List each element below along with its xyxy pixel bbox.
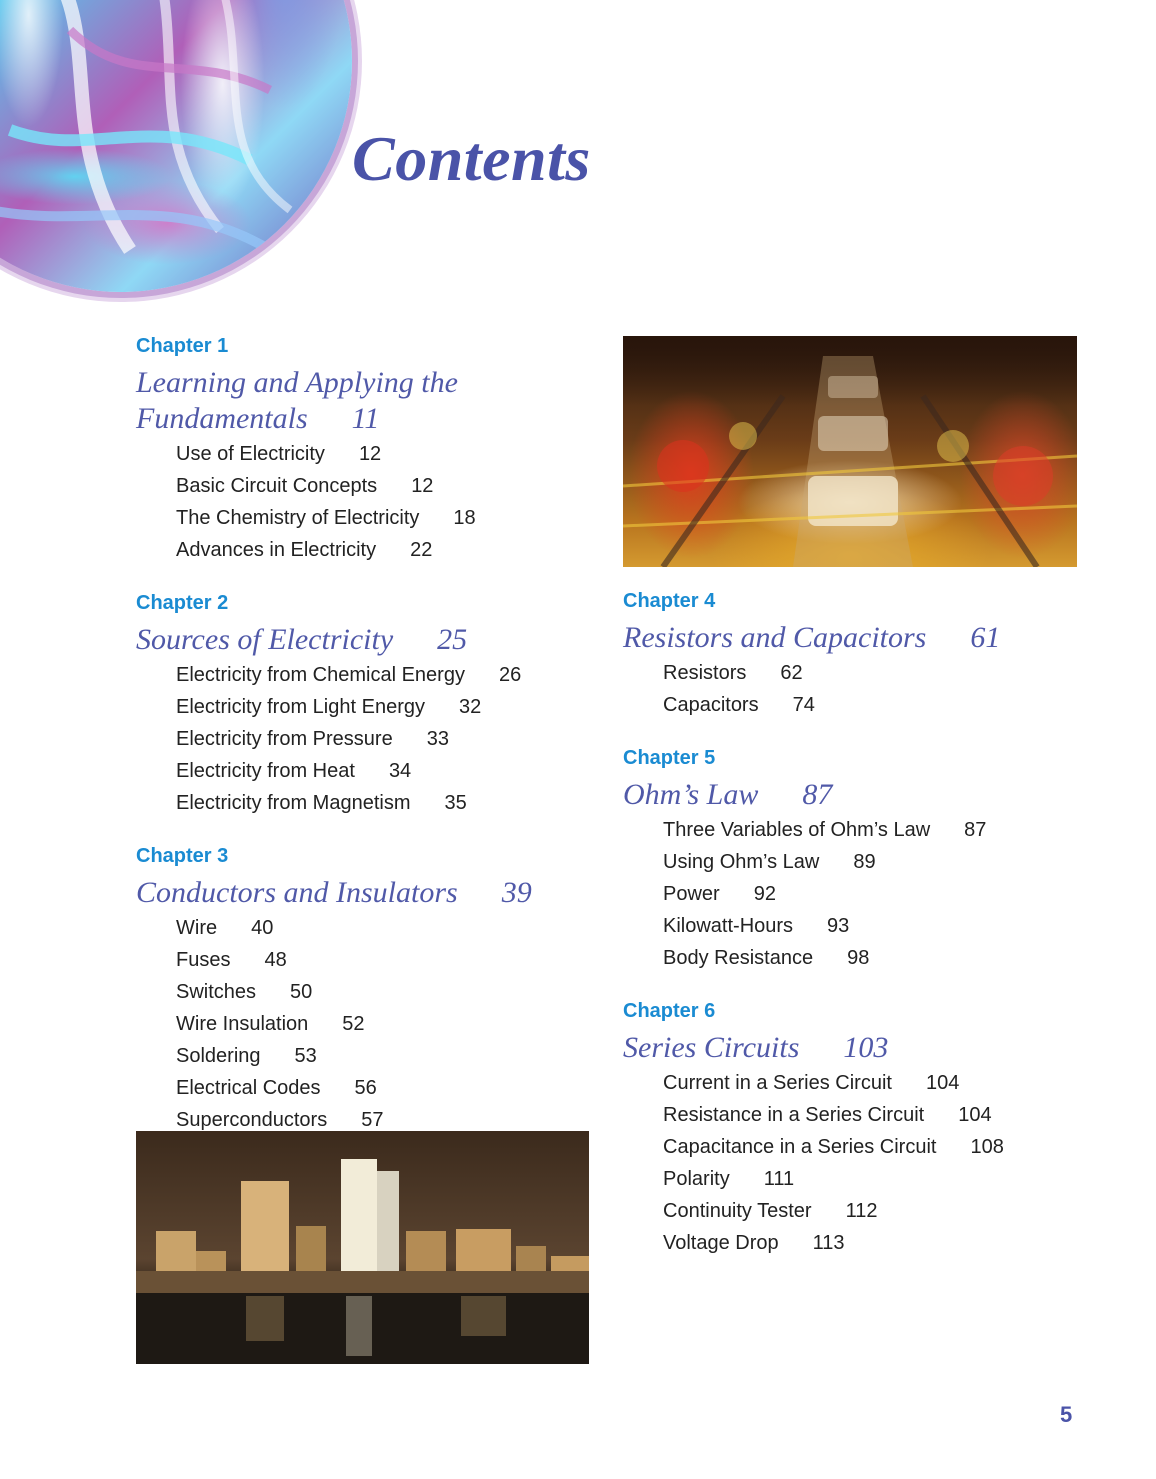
toc-entry-page: 50 — [290, 981, 313, 1003]
toc-entry-title: Electricity from Magnetism — [176, 792, 411, 814]
chapter-title-text: Series Circuits — [623, 1031, 800, 1064]
toc-entry-title: Soldering — [176, 1045, 261, 1067]
toc-entry[interactable] — [136, 723, 596, 755]
toc-entry[interactable] — [136, 1040, 596, 1072]
toc-entry-page: 22 — [410, 539, 433, 561]
toc-entry-page: 34 — [388, 760, 412, 782]
toc-entry-title: Resistors — [663, 662, 747, 684]
toc-entry[interactable] — [136, 470, 596, 502]
toc-entry-page: 98 — [847, 947, 870, 969]
toc-entry-title: Polarity — [663, 1168, 730, 1190]
toc-entry-page: 57 — [361, 1109, 384, 1131]
toc-entry[interactable] — [623, 814, 1093, 846]
toc-entry-page: 112 — [845, 1200, 878, 1222]
toc-entry[interactable] — [623, 1195, 1093, 1227]
toc-entry[interactable] — [623, 1163, 1093, 1195]
chapter-5 — [623, 745, 1093, 974]
toc-entry-page: 113 — [812, 1232, 845, 1254]
toc-entry-page: 108 — [970, 1136, 1004, 1158]
toc-entry[interactable] — [136, 438, 596, 470]
toc-entry-title: Continuity Tester — [663, 1200, 812, 1222]
toc-entry-title: Wire — [176, 917, 218, 939]
toc-entry[interactable] — [623, 1067, 1093, 1099]
toc-left-column — [136, 333, 596, 1160]
toc-entry-page: 87 — [964, 819, 987, 841]
toc-entry-title: Switches — [176, 981, 257, 1003]
toc-entry-page: 104 — [958, 1104, 992, 1126]
toc-entry-title: Body Resistance — [663, 947, 814, 969]
chapter-title[interactable] — [136, 875, 596, 911]
chapter-label: Chapter 3 — [136, 845, 229, 867]
toc-entry[interactable] — [623, 657, 1093, 689]
chapter-3 — [136, 843, 596, 1136]
toc-entry-page: 56 — [354, 1077, 377, 1099]
chapter-page-number: 39 — [501, 876, 532, 909]
page-title: Contents — [352, 123, 591, 194]
toc-entry-title: Three Variables of Ohm’s Law — [663, 819, 931, 841]
city-photo-detail — [136, 1131, 589, 1364]
toc-entry-title: Advances in Electricity — [176, 539, 377, 561]
toc-entry[interactable] — [136, 755, 596, 787]
toc-entry-page: 12 — [411, 475, 434, 497]
toc-entry-title: Using Ohm’s Law — [663, 851, 820, 873]
city-skyline-night-photo — [136, 1131, 589, 1364]
toc-entry-page: 92 — [753, 883, 776, 905]
chapter-6 — [623, 998, 1093, 1259]
toc-entry[interactable] — [136, 976, 596, 1008]
toc-entry[interactable] — [136, 944, 596, 976]
chapter-2 — [136, 590, 596, 819]
toc-entry-title: Electrical Codes — [176, 1077, 321, 1099]
toc-entry[interactable] — [136, 1008, 596, 1040]
toc-entry[interactable] — [623, 942, 1093, 974]
chapter-title-text: Ohm’s Law — [623, 778, 759, 811]
toc-entry-title: Resistance in a Series Circuit — [663, 1104, 925, 1126]
chapter-label: Chapter 5 — [623, 747, 716, 769]
page-number: 5 — [1060, 1402, 1073, 1427]
swirl-streaks — [0, 0, 352, 292]
toc-entry-title: Use of Electricity — [176, 443, 325, 465]
toc-entry[interactable] — [623, 910, 1093, 942]
toc-entry-page: 53 — [294, 1045, 317, 1067]
chapter-title-line: Fundamentals — [136, 402, 308, 435]
toc-entry-title: Electricity from Pressure — [176, 728, 393, 750]
toc-entry-page: 48 — [264, 949, 287, 971]
toc-entry-title: Wire Insulation — [176, 1013, 309, 1035]
chapter-title[interactable] — [136, 622, 596, 658]
toc-entry[interactable] — [623, 1227, 1093, 1259]
toc-entry[interactable] — [136, 912, 596, 944]
toc-entry[interactable] — [136, 1104, 596, 1136]
chapter-title-text: Sources of Electricity — [136, 623, 394, 656]
toc-entry-page: 33 — [426, 728, 449, 750]
toc-entry[interactable] — [136, 691, 596, 723]
toc-entry-title: Basic Circuit Concepts — [176, 475, 378, 497]
toc-entry-title: The Chemistry of Electricity — [176, 507, 420, 529]
factory-assembly-line-photo — [623, 336, 1077, 567]
decorative-swirl-image — [0, 0, 352, 292]
chapter-4 — [623, 588, 1093, 721]
toc-entry-page: 18 — [453, 507, 476, 529]
chapter-title[interactable] — [623, 1030, 1093, 1066]
toc-entry-page: 26 — [498, 664, 522, 686]
toc-entry[interactable] — [623, 1099, 1093, 1131]
toc-entry-page: 35 — [444, 792, 467, 814]
chapter-title-text: Conductors and Insulators — [136, 876, 458, 909]
toc-entry[interactable] — [136, 502, 596, 534]
chapter-title[interactable] — [136, 365, 596, 437]
chapter-label: Chapter 1 — [136, 335, 229, 357]
chapter-title-text: Resistors and Capacitors — [623, 621, 927, 654]
toc-entry-page: 40 — [251, 917, 274, 939]
factory-photo-detail — [623, 336, 1077, 567]
toc-entry-title: Electricity from Light Energy — [176, 696, 425, 718]
toc-entry-title: Current in a Series Circuit — [663, 1072, 892, 1094]
toc-entry[interactable] — [136, 787, 596, 819]
toc-entry-title: Electricity from Heat — [176, 760, 355, 782]
chapter-title[interactable] — [623, 777, 1093, 813]
toc-entry-title: Electricity from Chemical Energy — [176, 664, 465, 686]
chapter-title-line: Learning and Applying the — [136, 366, 458, 399]
toc-entry-page: 52 — [342, 1013, 365, 1035]
toc-entry-title: Power — [663, 883, 720, 905]
toc-entry-title: Capacitors — [663, 694, 759, 716]
chapter-label: Chapter 2 — [136, 592, 229, 614]
toc-entry-page: 111 — [763, 1168, 795, 1190]
toc-entry-title: Capacitance in a Series Circuit — [663, 1136, 937, 1158]
toc-entry[interactable] — [136, 534, 596, 566]
toc-entry-page: 62 — [780, 662, 803, 684]
toc-entry[interactable] — [136, 1072, 596, 1104]
toc-entry-title: Voltage Drop — [663, 1232, 779, 1254]
toc-entry-page: 74 — [792, 694, 815, 716]
toc-entry-title: Superconductors — [176, 1109, 328, 1131]
chapter-title[interactable] — [623, 620, 1093, 656]
toc-entry[interactable] — [623, 689, 1093, 721]
chapter-1 — [136, 333, 596, 566]
chapter-page-number: 61 — [970, 621, 1001, 654]
chapter-label: Chapter 6 — [623, 1000, 716, 1022]
chapter-page-number: 103 — [843, 1031, 889, 1064]
toc-entry-page: 32 — [458, 696, 482, 718]
chapter-page-number: 87 — [802, 778, 833, 811]
toc-entry-page: 89 — [853, 851, 876, 873]
chapter-page-number: 25 — [437, 623, 468, 656]
toc-right-column — [623, 588, 1093, 1283]
toc-entry-page: 93 — [827, 915, 850, 937]
toc-entry[interactable] — [623, 1131, 1093, 1163]
toc-entry-page: 104 — [925, 1072, 960, 1094]
toc-entry-title: Fuses — [176, 949, 231, 971]
toc-entry[interactable] — [623, 878, 1093, 910]
toc-entry[interactable] — [136, 659, 596, 691]
toc-entry-title: Kilowatt-Hours — [663, 915, 794, 937]
chapter-label: Chapter 4 — [623, 590, 716, 612]
toc-entry[interactable] — [623, 846, 1093, 878]
chapter-page-number: 11 — [351, 402, 380, 435]
toc-entry-page: 12 — [358, 443, 382, 465]
